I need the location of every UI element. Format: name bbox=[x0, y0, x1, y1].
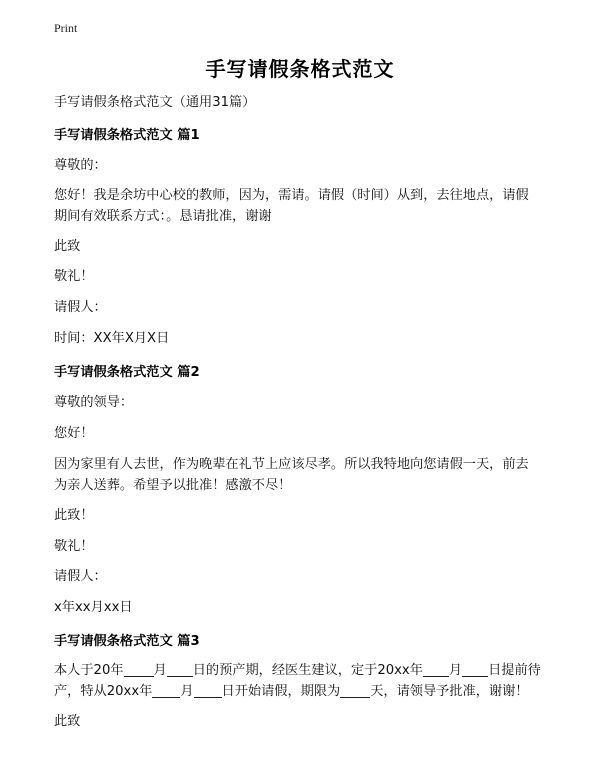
blank-day-2 bbox=[462, 662, 488, 677]
blank-day-3 bbox=[194, 683, 222, 698]
blank-month-2 bbox=[423, 662, 449, 677]
line1-part-1: 本人于20年 bbox=[54, 663, 124, 678]
blank-days bbox=[340, 683, 370, 698]
section-2-body-line-2: 为亲人送葬。希望予以批准！感激不尽！ bbox=[54, 478, 292, 493]
section-2-regards: 敬礼！ bbox=[54, 539, 94, 554]
print-label: Print bbox=[54, 21, 78, 35]
section-2-body-line-1: 因为家里有人去世，作为晚辈在礼节上应该尽孝。所以我特地向您请假一天，前去 bbox=[54, 457, 529, 472]
document-intro: 手写请假条格式范文（通用31篇） bbox=[54, 95, 256, 110]
section-3-body-line-2 bbox=[54, 680, 554, 703]
section-1-heading: 手写请假条格式范文 篇1 bbox=[54, 128, 200, 143]
blank-month-3 bbox=[152, 683, 180, 698]
section-2-date: x年xx月xx日 bbox=[54, 600, 133, 615]
document-title: 手写请假条格式范文 bbox=[205, 57, 395, 81]
line1-part-2: 月 bbox=[153, 663, 167, 678]
section-2-closing: 此致！ bbox=[54, 508, 94, 523]
line1-part-4: 月 bbox=[448, 663, 463, 678]
line2-part-2: 月 bbox=[180, 684, 194, 699]
section-3-closing: 此致 bbox=[54, 714, 81, 729]
section-1-applicant: 请假人： bbox=[54, 300, 107, 315]
section-2-heading: 手写请假条格式范文 篇2 bbox=[54, 365, 200, 380]
line2-part-4: 天，请领导予批准，谢谢！ bbox=[370, 684, 529, 699]
line2-part-1: 产，特从20xx年 bbox=[54, 684, 153, 699]
section-3-body-line-1 bbox=[54, 659, 554, 682]
blank-month-1 bbox=[124, 662, 154, 677]
section-2-greeting: 您好！ bbox=[54, 426, 94, 441]
section-1-date: 时间：XX年X月X日 bbox=[54, 331, 170, 346]
section-2-applicant: 请假人： bbox=[54, 569, 107, 584]
line1-part-5: 日提前待 bbox=[488, 663, 541, 678]
section-1-regards: 敬礼！ bbox=[54, 269, 94, 284]
blank-day-1 bbox=[167, 662, 193, 677]
section-2-salutation: 尊敬的领导： bbox=[54, 395, 134, 410]
section-1-salutation: 尊敬的： bbox=[54, 158, 107, 173]
section-1-body-line-2: 期间有效联系方式：。恳请批准，谢谢 bbox=[54, 209, 272, 224]
section-3-heading: 手写请假条格式范文 篇3 bbox=[54, 634, 200, 649]
section-1-body-line-1: 您好！我是余坊中心校的教师，因为，需请。请假（时间）从到，去往地点，请假 bbox=[54, 188, 529, 203]
line2-part-3: 日开始请假，期限为 bbox=[221, 684, 341, 699]
line1-part-3: 日的预产期，经医生建议，定于20xx年 bbox=[192, 663, 423, 678]
section-1-closing: 此致 bbox=[54, 239, 81, 254]
